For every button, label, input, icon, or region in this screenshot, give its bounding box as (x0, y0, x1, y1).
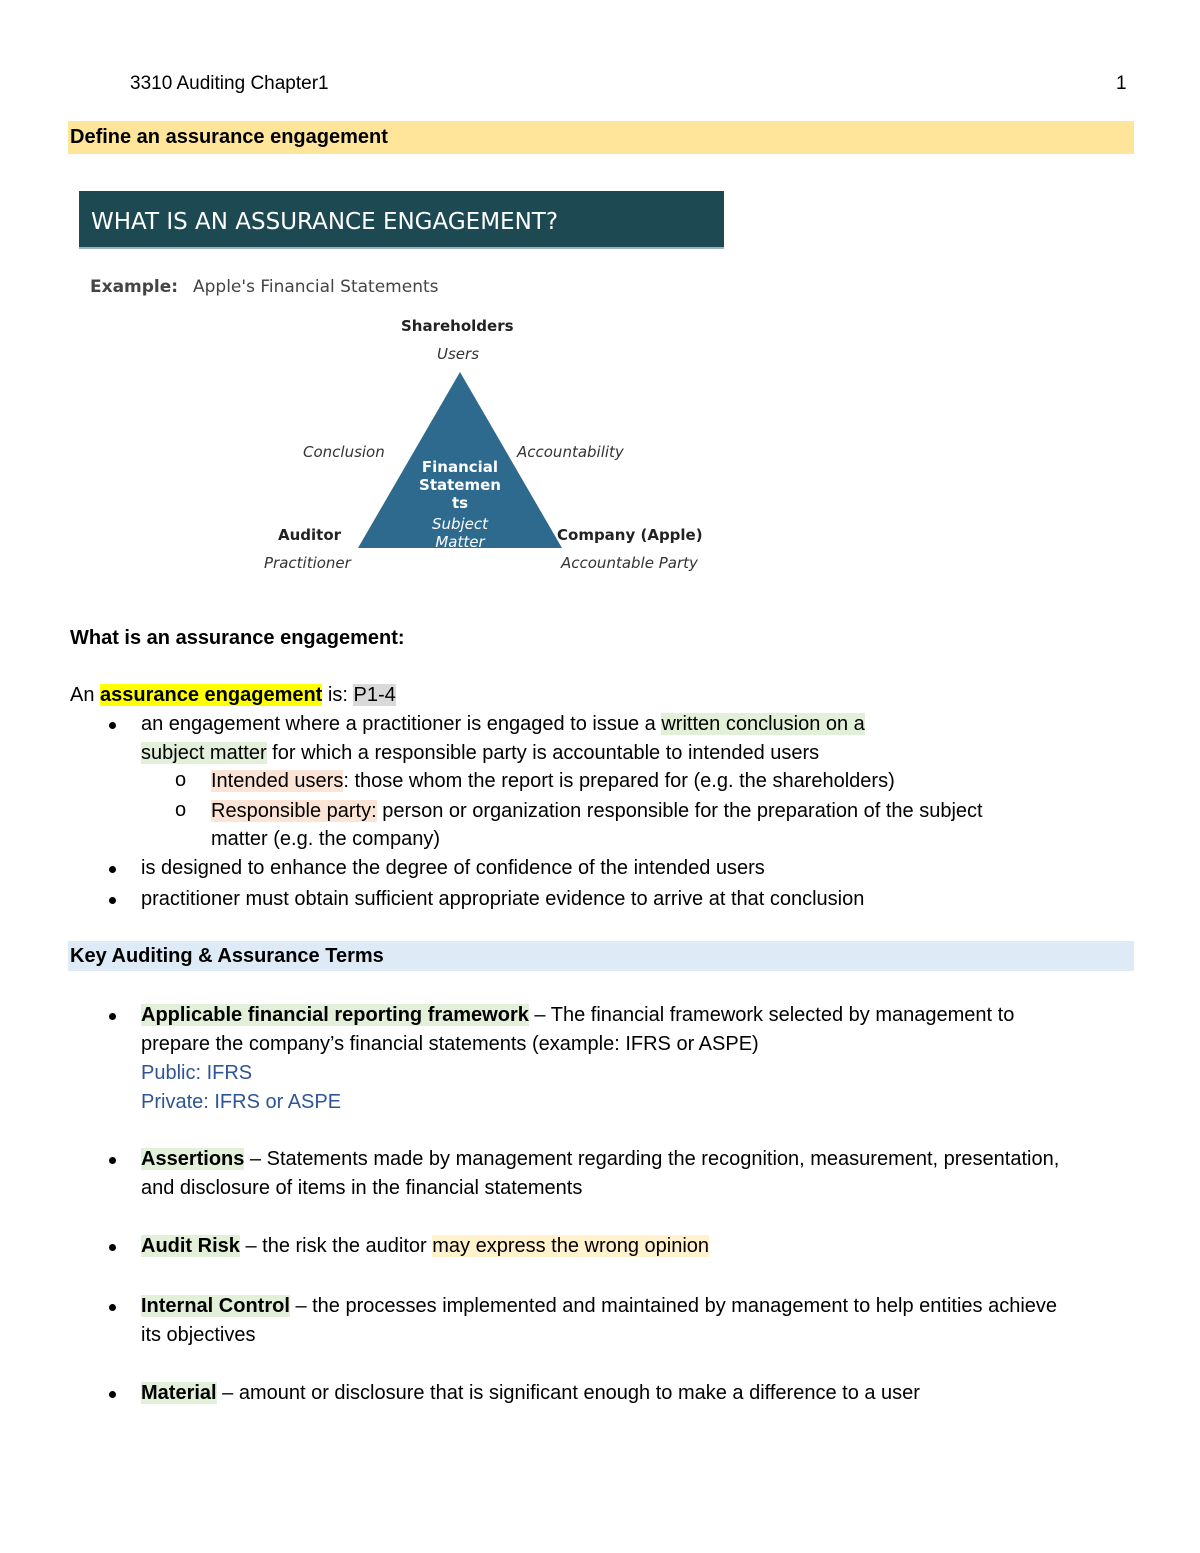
intro-mid: is: (327, 684, 348, 706)
users-role: Users (437, 345, 480, 363)
section-heading-key-terms: Key Auditing & Assurance Terms (68, 941, 1134, 971)
financial-statements-label (410, 458, 510, 512)
responsible-party-term: Responsible party: (211, 800, 377, 822)
bullet (109, 1391, 116, 1398)
bullet (109, 1013, 116, 1020)
term-assertions-def: – Statements made by management regarding the recognition, measurement, presentation, (244, 1148, 1060, 1170)
term-2-line-2: and disclosure of items in the financial statements (141, 1177, 583, 1199)
intended-users-term: Intended users (211, 770, 344, 792)
center-line-1: Financial (421, 458, 499, 476)
auditor-label: Auditor (278, 526, 342, 544)
question-heading: What is an assurance engagement: (70, 627, 405, 649)
wrong-opinion-highlight: may express the wrong opinion (432, 1235, 710, 1257)
term-assertions: Assertions (141, 1148, 245, 1170)
term-framework: Applicable financial reporting framework (141, 1004, 529, 1026)
bullet-2: is designed to enhance the degree of confidence of the intended users (141, 857, 765, 879)
bullet-1-line-1 (141, 713, 865, 736)
public-framework: Public: IFRS (141, 1062, 253, 1084)
subject-matter-label (410, 515, 510, 551)
private-framework: Private: IFRS or ASPE (141, 1091, 342, 1113)
sub-bullet-marker: o (175, 799, 187, 821)
intro-prefix: An (70, 684, 95, 706)
diagram-banner: WHAT IS AN ASSURANCE ENGAGEMENT? (79, 191, 724, 249)
written-conclusion-highlight: written conclusion on a (661, 713, 865, 735)
bullet-1-line-2 (141, 742, 819, 765)
sub-bullet-marker: o (175, 769, 187, 791)
term-3 (141, 1235, 709, 1258)
bullet (109, 722, 116, 729)
sub-bullet-1 (211, 770, 895, 793)
bullet-1-text-cont: for which a responsible party is accountable to intended users (272, 742, 820, 764)
conclusion-edge-label: Conclusion (303, 443, 385, 461)
term-audit-risk: Audit Risk (141, 1235, 240, 1257)
document-header-title: 3310 Auditing Chapter1 (130, 73, 329, 94)
intended-users-text: : those whom the report is prepared for (e.g. the shareholders) (343, 770, 895, 792)
term-4-line-1 (141, 1295, 1057, 1318)
responsible-party-text: person or organization responsible for the preparation of the subject (382, 800, 983, 822)
example-text: Apple's Financial Statements (193, 277, 439, 297)
term-1-line-1 (141, 1004, 1014, 1027)
center-line-3: ts (451, 494, 469, 512)
company-label: Company (Apple) (557, 526, 703, 544)
term-2-line-1 (141, 1148, 1059, 1171)
term-5 (141, 1382, 920, 1405)
bullet-1-text: an engagement where a practitioner is engaged to issue a (141, 713, 656, 735)
subject-matter-highlight: subject matter (141, 742, 267, 764)
term-internal-control: Internal Control (141, 1295, 290, 1317)
term-4-line-2: its objectives (141, 1324, 256, 1346)
term-material: Material (141, 1382, 217, 1404)
bullet (109, 1304, 116, 1311)
term-audit-risk-def: – the risk the auditor (239, 1235, 433, 1257)
term-internal-control-def: – the processes implemented and maintained by management to help entities achieve (289, 1295, 1058, 1317)
intro-term: assurance engagement (100, 684, 323, 706)
example-label: Example: (90, 277, 179, 297)
center-role-line-1: Subject (431, 515, 489, 533)
bullet-3: practitioner must obtain sufficient appropriate evidence to arrive at that conclusion (141, 888, 865, 910)
center-line-2: Statemen (419, 476, 501, 494)
accountable-party-role: Accountable Party (561, 554, 698, 572)
bullet (109, 897, 116, 904)
practitioner-role: Practitioner (264, 554, 351, 572)
sub-bullet-2 (211, 800, 983, 823)
sub-bullet-2-cont: matter (e.g. the company) (211, 828, 440, 850)
bullet (109, 866, 116, 873)
term-material-def: – amount or disclosure that is significant enough to make a difference to a user (216, 1382, 920, 1404)
section-heading-define: Define an assurance engagement (68, 121, 1134, 154)
accountability-edge-label: Accountability (517, 443, 624, 461)
center-role-line-2: Matter (435, 533, 485, 551)
bullet (109, 1157, 116, 1164)
page-number: 1 (1116, 73, 1127, 94)
bullet (109, 1244, 116, 1251)
term-1-line-2: prepare the company’s financial statements (example: IFRS or ASPE) (141, 1033, 759, 1055)
shareholders-label: Shareholders (401, 317, 514, 335)
term-framework-def: – The financial framework selected by management to (528, 1004, 1015, 1026)
intro-line (70, 684, 396, 707)
intro-reference: P1-4 (353, 684, 396, 706)
